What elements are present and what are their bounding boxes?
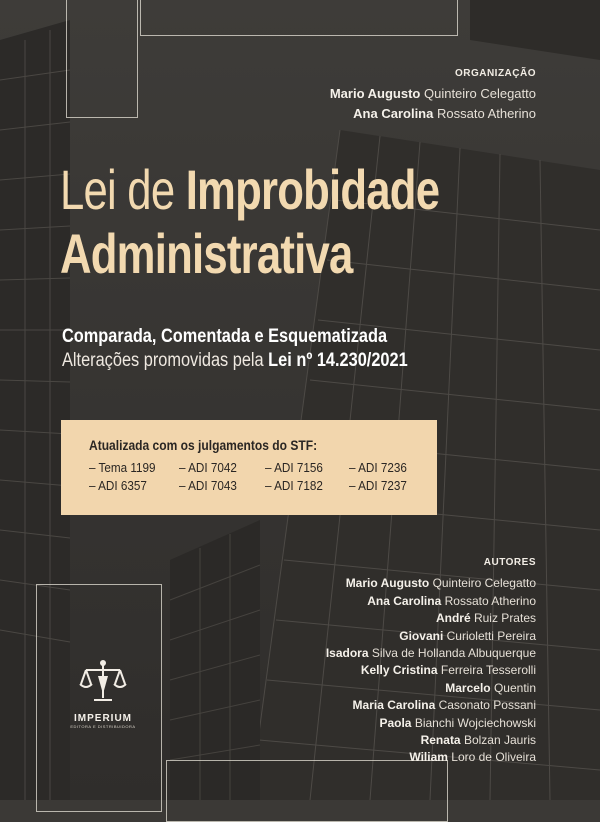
author-last: Ruiz Prates [473, 611, 536, 626]
stf-item: – ADI 7042 [179, 460, 237, 475]
stf-items-grid [89, 460, 433, 493]
author-first: Paola [379, 715, 412, 730]
title-part-2: Improbidade [185, 158, 440, 221]
author-first: Mario Augusto [345, 576, 430, 591]
organizer-1 [330, 84, 536, 104]
author [326, 680, 536, 697]
author [326, 610, 536, 627]
title-line-2: Administrativa [60, 222, 353, 285]
organization-block [330, 64, 536, 124]
author [326, 732, 536, 749]
author-last: Silva de Hollanda Albuquerque [371, 646, 536, 661]
author [326, 662, 536, 679]
authors-block [326, 554, 536, 767]
publisher-logo [70, 658, 136, 729]
publisher-tagline: EDITORA E DISTRIBUIDORA [70, 724, 136, 729]
decorative-frame-top-left [66, 0, 138, 118]
stf-item: – ADI 7182 [265, 478, 323, 493]
authors-label: AUTORES [483, 557, 536, 568]
author-last: Loro de Oliveira [451, 750, 536, 765]
organizer-2 [330, 104, 536, 124]
subtitle-line-1: Comparada, Comentada e Esquematizada [62, 326, 388, 347]
book-subtitle [62, 326, 464, 372]
title-line-1 [60, 158, 439, 222]
author [326, 749, 536, 766]
author [326, 645, 536, 662]
subtitle-law-number: Lei nº 14.230/2021 [268, 350, 408, 371]
stf-updates-box [61, 420, 437, 515]
author-first: Wiliam [409, 750, 448, 765]
stf-box-title: Atualizada com os julgamentos do STF: [89, 437, 318, 453]
author-last: Curioletti Pereira [446, 628, 536, 643]
stf-item: – ADI 7236 [349, 460, 407, 475]
organizer-2-last: Rossato Atherino [436, 106, 536, 121]
author [326, 628, 536, 645]
author-last: Quinteiro Celegatto [432, 576, 536, 591]
author-last: Bolzan Jauris [463, 733, 536, 748]
author-first: Kelly Cristina [360, 663, 438, 678]
author-last: Ferreira Tesserolli [440, 663, 536, 678]
subtitle-line-2 [62, 350, 408, 372]
author-first: André [435, 611, 471, 626]
subtitle-line-2-prefix: Alterações promovidas pela [62, 350, 264, 371]
author-first: Renata [420, 733, 461, 748]
author-first: Marcelo [445, 680, 491, 695]
author [326, 715, 536, 732]
author-last: Quentin [493, 680, 536, 695]
author-first: Isadora [325, 646, 369, 661]
decorative-frame-bottom-right [166, 760, 448, 822]
author-last: Bianchi Wojciechowski [414, 715, 536, 730]
author-last: Casonato Possani [438, 698, 536, 713]
organizer-2-first: Ana Carolina [353, 106, 434, 121]
stf-item: – ADI 7237 [349, 478, 407, 493]
author [326, 575, 536, 592]
stf-item: – ADI 7156 [265, 460, 323, 475]
author [326, 697, 536, 714]
title-part-1: Lei de [60, 158, 175, 221]
author-last: Rossato Atherino [444, 593, 536, 608]
author-first: Giovani [399, 628, 444, 643]
stf-item: – Tema 1199 [89, 460, 156, 475]
organization-label: ORGANIZAÇÃO [454, 68, 536, 79]
organizer-1-last: Quinteiro Celegatto [423, 86, 536, 101]
organizer-1-first: Mario Augusto [329, 86, 421, 101]
decorative-frame-top-center [140, 0, 458, 36]
book-title [60, 158, 546, 286]
author-first: Maria Carolina [352, 698, 436, 713]
author-first: Ana Carolina [367, 593, 442, 608]
stf-item: – ADI 7043 [179, 478, 237, 493]
stf-item: – ADI 6357 [89, 478, 147, 493]
scales-of-justice-icon [78, 658, 128, 706]
publisher-name: IMPERIUM [74, 713, 132, 724]
author [326, 593, 536, 610]
